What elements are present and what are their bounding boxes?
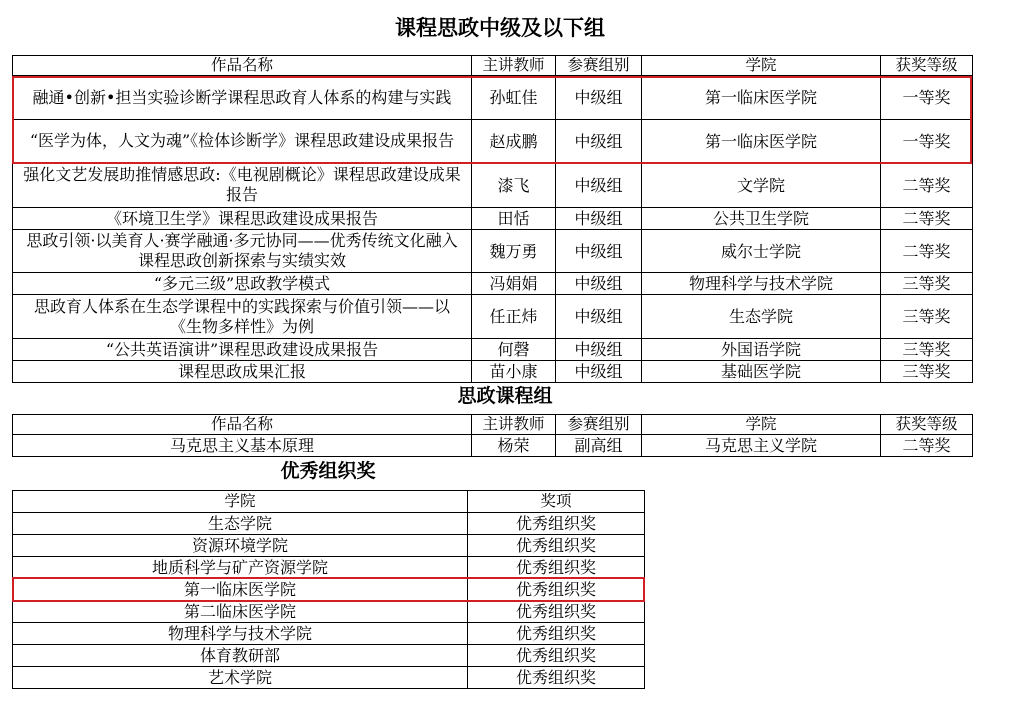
table-row [13,535,645,557]
cell-award: 二等奖 [881,435,973,457]
cell-work-title: 思政引领·以美育人·赛学融通·多元协同——优秀传统文化融入课程思政创新探索与实绩实效 [13,230,472,273]
cell-group: 中级组 [556,361,642,383]
cell-teacher: 杨荣 [472,435,556,457]
section1-title: 课程思政中级及以下组 [395,16,605,40]
table-row [13,601,645,623]
cell-teacher: 孙虹佳 [472,76,556,120]
cell-group: 副高组 [556,435,642,457]
table-row [13,579,645,601]
header-college: 学院 [642,415,881,435]
table-row [13,120,973,163]
header-work-title: 作品名称 [13,415,472,435]
cell-award: 三等奖 [881,273,973,295]
cell-teacher: 漆飞 [472,163,556,208]
table-row [13,163,973,208]
cell-college: 第二临床医学院 [13,601,468,623]
cell-group: 中级组 [556,339,642,361]
cell-work-title: 思政育人体系在生态学课程中的实践探索与价值引领——以《生物多样性》为例 [13,295,472,339]
cell-college: 第一临床医学院 [642,76,881,120]
cell-teacher: 魏万勇 [472,230,556,273]
cell-work-title: 融通•创新•担当实验诊断学课程思政育人体系的构建与实践 [13,76,472,120]
cell-award: 一等奖 [881,120,973,163]
cell-work-title: “公共英语演讲”课程思政建设成果报告 [13,339,472,361]
cell-award: 二等奖 [881,230,973,273]
cell-group: 中级组 [556,208,642,230]
cell-work-title: 强化文艺发展助推情感思政:《电视剧概论》课程思政建设成果报告 [13,163,472,208]
table-row [13,208,973,230]
cell-group: 中级组 [556,295,642,339]
table-header-row [13,491,645,513]
cell-teacher: 田恬 [472,208,556,230]
cell-teacher: 冯娟娟 [472,273,556,295]
cell-award-item: 优秀组织奖 [468,579,645,601]
header-award: 获奖等级 [881,56,973,76]
table-header-row [13,415,973,435]
cell-college: 马克思主义学院 [642,435,881,457]
cell-award-item: 优秀组织奖 [468,557,645,579]
cell-award: 三等奖 [881,361,973,383]
cell-teacher: 任正炜 [472,295,556,339]
cell-award-item: 优秀组织奖 [468,623,645,645]
cell-college: 资源环境学院 [13,535,468,557]
header-group: 参赛组别 [556,56,642,76]
table-row [13,273,973,295]
cell-group: 中级组 [556,163,642,208]
cell-award: 三等奖 [881,339,973,361]
cell-work-title: 课程思政成果汇报 [13,361,472,383]
cell-college: 生态学院 [13,513,468,535]
cell-award: 一等奖 [881,76,973,120]
table-row [13,339,973,361]
cell-college: 基础医学院 [642,361,881,383]
cell-college: 地质科学与矿产资源学院 [13,557,468,579]
table-row [13,230,973,273]
cell-work-title: “医学为体，人文为魂”《检体诊断学》课程思政建设成果报告 [13,120,472,163]
cell-group: 中级组 [556,230,642,273]
cell-work-title: 《环境卫生学》课程思政建设成果报告 [13,208,472,230]
header-teacher: 主讲教师 [472,56,556,76]
cell-work-title: 马克思主义基本原理 [13,435,472,457]
cell-college: 生态学院 [642,295,881,339]
cell-college: 威尔士学院 [642,230,881,273]
cell-award: 二等奖 [881,208,973,230]
cell-teacher: 赵成鹏 [472,120,556,163]
table-row [13,513,645,535]
section3-title: 优秀组织奖 [280,460,376,482]
cell-teacher: 苗小康 [472,361,556,383]
cell-award-item: 优秀组织奖 [468,601,645,623]
table-row [13,435,973,457]
cell-college: 物理科学与技术学院 [13,623,468,645]
cell-college: 体育教研部 [13,645,468,667]
table-row [13,623,645,645]
table-row [13,295,973,339]
table-course-ideology-intermediate [12,55,973,383]
cell-teacher: 何磬 [472,339,556,361]
header-college: 学院 [642,56,881,76]
cell-award: 三等奖 [881,295,973,339]
header-award-item: 奖项 [468,491,645,513]
cell-college: 第一临床医学院 [13,579,468,601]
table-row [13,557,645,579]
table-header-row [13,56,973,76]
cell-college: 文学院 [642,163,881,208]
cell-award-item: 优秀组织奖 [468,667,645,689]
table-organization-award [12,490,645,689]
table-row [13,76,973,120]
header-college: 学院 [13,491,468,513]
cell-college: 物理科学与技术学院 [642,273,881,295]
section2-title: 思政课程组 [457,385,553,407]
header-group: 参赛组别 [556,415,642,435]
table-row [13,645,645,667]
header-teacher: 主讲教师 [472,415,556,435]
header-work-title: 作品名称 [13,56,472,76]
cell-college: 外国语学院 [642,339,881,361]
table-ideology-course [12,414,973,457]
cell-award-item: 优秀组织奖 [468,645,645,667]
cell-work-title: “多元三级”思政教学模式 [13,273,472,295]
cell-award: 二等奖 [881,163,973,208]
cell-college: 第一临床医学院 [642,120,881,163]
cell-award-item: 优秀组织奖 [468,535,645,557]
cell-college: 艺术学院 [13,667,468,689]
cell-college: 公共卫生学院 [642,208,881,230]
cell-group: 中级组 [556,273,642,295]
cell-group: 中级组 [556,76,642,120]
cell-group: 中级组 [556,120,642,163]
table-row [13,361,973,383]
table-row [13,667,645,689]
header-award: 获奖等级 [881,415,973,435]
cell-award-item: 优秀组织奖 [468,513,645,535]
